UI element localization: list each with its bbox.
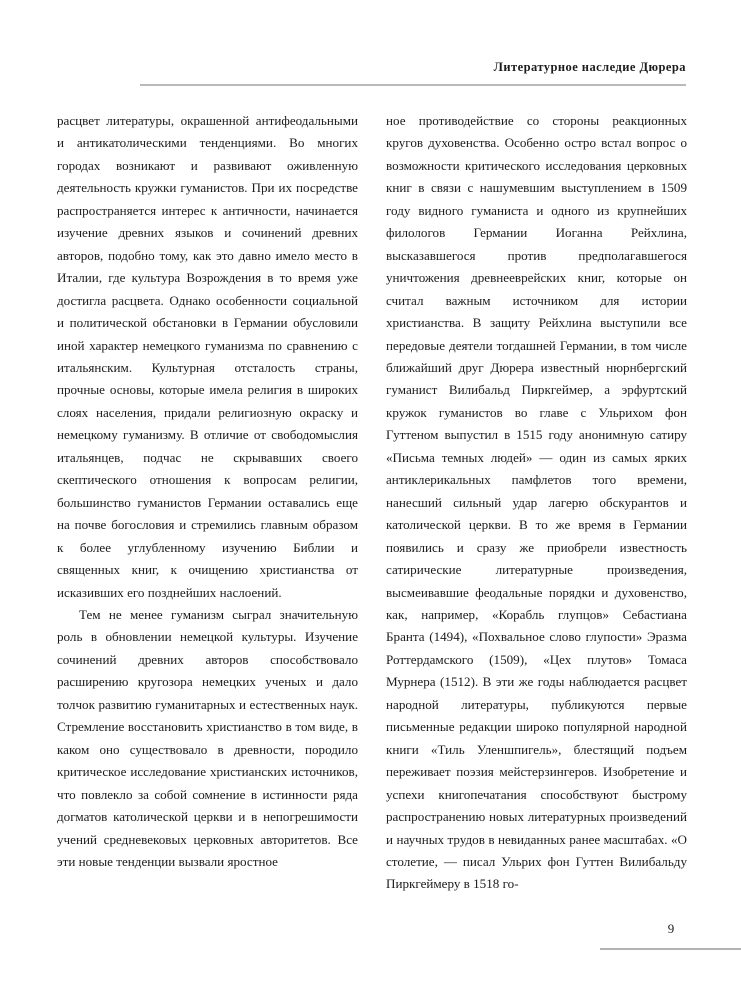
header-rule	[140, 84, 686, 86]
running-head: Литературное наследие Дюрера	[493, 60, 686, 74]
paragraph: ное противодействие со стороны реакционных кругов духовенства. Особенно остро встал вопрос о возможности критического исследования церковных книг в связи с нашумевшим выступлением в 1509 году видного гуманиста и одного из крупнейших филологов Германии Иоганна Рейхлина, высказавшегося против предполагавшегося уничтожения древнееврейских книг, которые он считал важным источником для истории христианства. В защиту Рейхлина выступили все передовые деятели тогдашней Германии, в том числе ближайший друг Дюрера известный нюрнбергский гуманист Вилибальд Пиркгеймер, а эрфуртский кружок гуманистов во главе с Ульрихом фон Гуттеном выпустил в 1515 году анонимную сатиру «Письма темных людей» — один из самых ярких антиклерикальных памфлетов того времени, нанесший сильный удар лагерю обскурантов и католической церкви. В то же время в Германии появились и сразу же приобрели известность сатирические литературные произведения, высмеивавшие феодальные порядки и духовенство, как, например, «Корабль глупцов» Себастиана Бранта (1494), «Похвальное слово глупости» Эразма Роттердамского (1509), «Цех плутов» Томаса Мурнера (1512). В эти же годы наблюдается расцвет народной литературы, публикуются первые письменные редакции широко популярной народной книги «Тиль Уленшпигель», блестящий подъем переживает поэзия мейстерзингеров. Изобретение и успехи книгопечатания способствуют быстрому распространению новых литературных произведений и научных трудов в невиданных ранее масштабах. «О столетие, — писал Ульрих фон Гуттен Вилибальду Пиркгеймеру в 1518 го-	[386, 113, 687, 892]
page-number: 9	[667, 921, 675, 936]
paragraph: расцвет литературы, окрашенной антифеодальными и антикатолическими тенденциями. Во многих городах возникают и развивают оживленную деятельность кружки гуманистов. При их посредстве распространяется интерес к античности, начинается изучение древних языков и сочинений древних авторов, подобно тому, как это давно имело место в Италии, где культура Возрождения в то время уже достигла расцвета. Однако особенности социальной и политической обстановки в Германии обусловили иной характер немецкого гуманизма по сравнению с итальянским. Культурная отсталость страны, прочные основы, которые имела религия в широких слоях населения, придали религиозную окраску и немецкому гуманизму. В отличие от свободомыслия итальянцев, подчас не скрывавших своего скептического отношения к вопросам религии, большинство гуманистов Германии оставались еще на почве богословия и стремились главным образом к более углубленному изучению Библии и священных книг, к очищению христианства от исказивших его позднейших наслоений.	[57, 113, 358, 600]
body-columns	[0, 110, 741, 910]
footer-rule	[600, 948, 741, 950]
column-right	[386, 110, 687, 896]
column-left	[57, 110, 358, 873]
paragraph: Тем не менее гуманизм сыграл значительную роль в обновлении немецкой культуры. Изучение сочинений древних авторов способствовало расширению кругозора немецких ученых и дало толчок развитию гуманитарных и естественных наук. Стремление восстановить христианство в том виде, в каком оно существовало в древности, породило критическое исследование христианских источников, что повлекло за собой сомнение в истинности ряда догматов католической церкви и в непогрешимости учений средневековых церковных авторитетов. Все эти новые тенденции вызвали яростное	[57, 606, 358, 869]
